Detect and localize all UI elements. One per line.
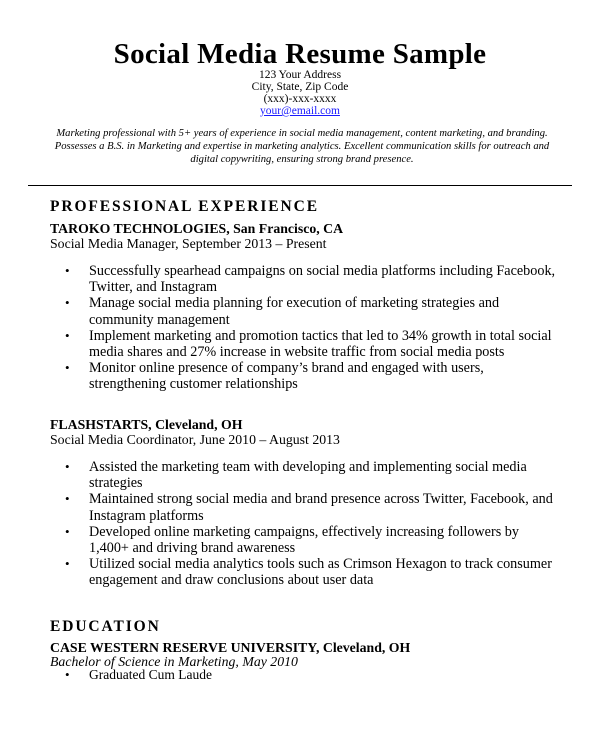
list-item bbox=[50, 459, 560, 491]
job-company: FLASHSTARTS, Cleveland, OH bbox=[50, 417, 243, 432]
bullet-text: Implement marketing and promotion tactics that led to 34% growth in total social media shares and 27% increase in website traffic from social media posts bbox=[89, 327, 552, 361]
bullet-text: Graduated Cum Laude bbox=[89, 667, 212, 682]
bullet-icon: • bbox=[65, 295, 70, 311]
job-role: Social Media Coordinator, June 2010 – August 2013 bbox=[50, 432, 340, 447]
degree-line: Bachelor of Science in Marketing, May 2010 bbox=[50, 654, 298, 669]
bullet-icon: • bbox=[65, 491, 70, 507]
bullet-icon: • bbox=[65, 263, 70, 278]
bullet-icon: • bbox=[65, 327, 70, 343]
bullet-text: Assisted the marketing team with developing and implementing social media strategies bbox=[89, 459, 527, 492]
email-link[interactable]: your@email.com bbox=[260, 105, 340, 117]
list-item bbox=[50, 556, 560, 588]
summary-text: Marketing professional with 5+ years of experience in social media management, content marketing, and branding. Possesses a B.S. in Marketing and expertise in marketing analytics. Excellent communication skills for outreach and digital copywriting, ensuring strong brand presence. bbox=[54, 128, 550, 165]
bullet-text: Monitor online presence of company’s brand and engaged with users, strengthening customer relationships bbox=[89, 360, 484, 393]
bullet-icon: • bbox=[65, 523, 70, 539]
bullet-icon: • bbox=[65, 667, 70, 682]
bullet-icon: • bbox=[65, 459, 70, 474]
job-bullets bbox=[50, 263, 560, 393]
list-item bbox=[50, 263, 560, 295]
contact-block bbox=[0, 69, 600, 117]
list-item bbox=[50, 491, 560, 523]
bullet-text: Developed online marketing campaigns, effectively increasing followers by 1,400+ and driving brand awareness bbox=[89, 523, 519, 557]
city-line: City, State, Zip Code bbox=[251, 81, 349, 93]
bullet-text: Successfully spearhead campaigns on social media platforms including Facebook, Twitter, and Instagram bbox=[89, 263, 556, 296]
job-company: TAROKO TECHNOLOGIES, San Francisco, CA bbox=[50, 221, 344, 236]
job-role: Social Media Manager, September 2013 – Present bbox=[50, 236, 327, 251]
list-item bbox=[50, 667, 560, 682]
education-bullets bbox=[50, 667, 560, 682]
list-item bbox=[50, 328, 560, 360]
bullet-text: Maintained strong social media and brand presence across Twitter, Facebook, and Instagram platforms bbox=[89, 491, 553, 524]
address-line: 123 Your Address bbox=[258, 69, 342, 81]
phone-line: (xxx)-xxx-xxxx bbox=[263, 93, 337, 105]
list-item bbox=[50, 360, 560, 392]
bullet-icon: • bbox=[65, 360, 70, 376]
job-bullets bbox=[50, 459, 560, 589]
bullet-icon: • bbox=[65, 556, 70, 572]
education-heading: EDUCATION bbox=[50, 618, 161, 635]
bullet-text: Manage social media planning for execution of marketing strategies and community management bbox=[89, 295, 500, 328]
experience-heading: PROFESSIONAL EXPERIENCE bbox=[50, 198, 319, 215]
bullet-text: Utilized social media analytics tools such as Crimson Hexagon to track consumer engagement and draw conclusions about user data bbox=[89, 556, 552, 589]
resume-title: Social Media Resume Sample bbox=[113, 38, 487, 70]
list-item bbox=[50, 524, 560, 556]
school-name: CASE WESTERN RESERVE UNIVERSITY, Cleveland, OH bbox=[50, 640, 411, 655]
list-item bbox=[50, 295, 560, 327]
header-divider bbox=[28, 185, 572, 186]
